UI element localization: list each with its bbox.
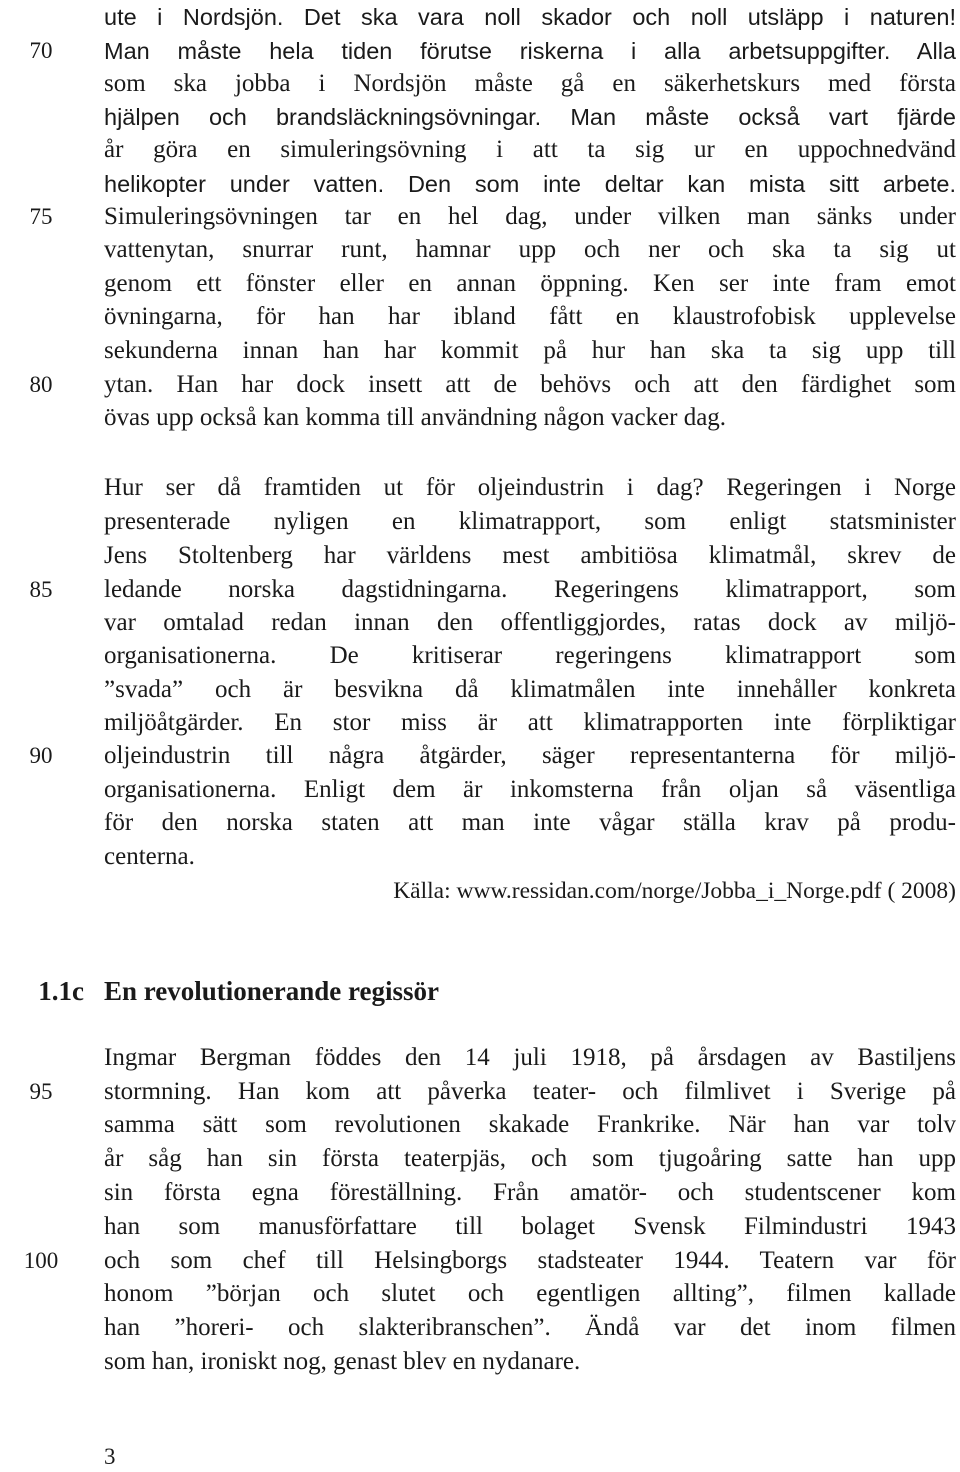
line-number: 75 [29, 204, 53, 229]
text-line: helikopter under vatten. Den som inte deltar kan mista sitt arbete. [104, 171, 956, 197]
text-line: oljeindustrin till några åtgärder, säger representanterna för miljö- [104, 742, 956, 769]
text-line: organisationerna. De kritiserar regeringens klimatrapport som [104, 642, 956, 669]
line-number: 90 [29, 743, 53, 768]
text-line: sekunderna innan han har kommit på hur han ska ta sig upp till [104, 337, 956, 364]
line-number: 80 [29, 372, 53, 397]
text-line: år göra en simuleringsövning i att ta sig ur en uppochnedvänd [104, 136, 956, 163]
line-number: 70 [29, 38, 53, 63]
text-line: han ”horeri- och slakteribranschen”. Ändå var det inom filmen [104, 1314, 956, 1341]
text-line: ytan. Han har dock insett att de behövs och att den färdighet som [104, 371, 956, 398]
page-number: 3 [104, 1444, 116, 1469]
text-line: vattenytan, snurrar runt, hamnar upp och ner och ska ta sig ut [104, 236, 956, 263]
text-line: miljöåtgärder. En stor miss är att klimatrapporten inte förpliktigar [104, 709, 956, 736]
text-line: var omtalad redan innan den offentliggjordes, ratas dock av miljö- [104, 609, 956, 636]
text-line: samma sätt som revolutionen skakade Frankrike. När han var tolv [104, 1111, 956, 1138]
text-line: han som manusförfattare till bolaget Svensk Filmindustri 1943 [104, 1213, 956, 1240]
text-line: och som chef till Helsingborgs stadsteater 1944. Teatern var för [104, 1247, 956, 1274]
source-citation: Källa: www.ressidan.com/norge/Jobba_i_Norge.pdf ( 2008) [393, 878, 956, 904]
text-line: ute i Nordsjön. Det ska vara noll skador och noll utsläpp i naturen! [104, 4, 956, 30]
line-number: 85 [29, 577, 53, 602]
text-line: som ska jobba i Nordsjön måste gå en säkerhetskurs med första [104, 70, 956, 97]
text-line: centerna. [104, 843, 195, 870]
text-line: sin första egna föreställning. Från amatör- och studentscener kom [104, 1179, 956, 1206]
text-line: ledande norska dagstidningarna. Regeringens klimatrapport, som [104, 576, 956, 603]
text-line: Jens Stoltenberg har världens mest ambitiösa klimatmål, skrev de [104, 542, 956, 569]
text-line: presenterade nyligen en klimatrapport, som enligt statsminister [104, 508, 956, 535]
text-line: Hur ser då framtiden ut för oljeindustrin i dag? Regeringen i Norge [104, 474, 956, 501]
section-title: En revolutionerande regissör [104, 976, 439, 1006]
text-line: Man måste hela tiden förutse riskerna i alla arbetsuppgifter. Alla [104, 38, 956, 64]
text-line: ”svada” och är besvikna då klimatmålen inte innehåller konkreta [104, 676, 956, 703]
text-line: stormning. Han kom att påverka teater- och filmlivet i Sverige på [104, 1078, 956, 1105]
text-line: Simuleringsövningen tar en hel dag, under vilken man sänks under [104, 203, 956, 230]
text-line: hjälpen och brandsläckningsövningar. Man måste också vart fjärde [104, 104, 956, 130]
text-line: organisationerna. Enligt dem är inkomsterna från oljan så väsentliga [104, 776, 956, 803]
text-line: övningarna, för han har ibland fått en klaustrofobisk upplevelse [104, 303, 956, 330]
text-line: honom ”början och slutet och egentligen allting”, filmen kallade [104, 1280, 956, 1307]
section-number: 1.1c [38, 976, 84, 1006]
text-line: år såg han sin första teaterpjäs, och som tjugoåring satte han upp [104, 1145, 956, 1172]
text-line: Ingmar Bergman föddes den 14 juli 1918, på årsdagen av Bastiljens [104, 1044, 956, 1071]
line-number: 100 [23, 1248, 59, 1273]
text-line: för den norska staten att man inte vågar ställa krav på produ- [104, 809, 956, 836]
text-line: genom ett fönster eller en annan öppning. Ken ser inte fram emot [104, 270, 956, 297]
text-line: övas upp också kan komma till användning någon vacker dag. [104, 404, 727, 431]
text-line: som han, ironiskt nog, genast blev en nydanare. [104, 1348, 581, 1375]
line-number: 95 [29, 1079, 53, 1104]
